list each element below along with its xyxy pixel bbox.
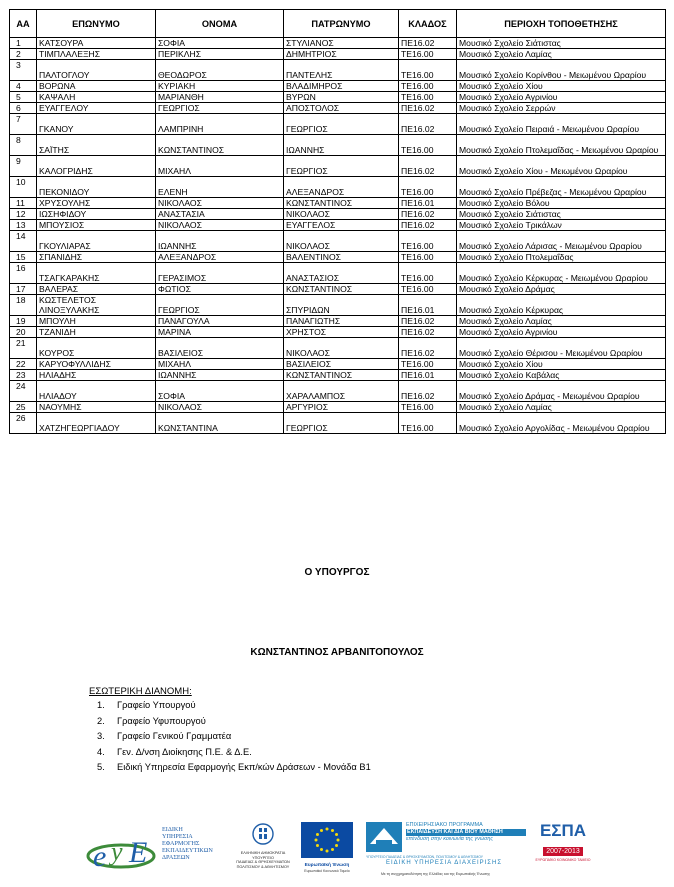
list-item-number: 3. <box>97 731 105 741</box>
table-row <box>10 284 666 295</box>
eu-line: Ευρωπαϊκό Κοινωνικό Ταμείο <box>304 868 350 873</box>
branch-cell: ΤΕ16.00 <box>399 81 457 92</box>
col-header-father: ΠΑΤΡΩΝΥΜΟ <box>284 10 399 38</box>
row-number: 1 <box>10 38 37 49</box>
list-item-number: 1. <box>97 700 105 710</box>
branch-cell: ΠΕ16.01 <box>399 198 457 209</box>
name-cell: ΜΑΡΙΝΑ <box>156 327 284 338</box>
surname-cell: ΓΚΑΝΟΥ <box>37 114 156 135</box>
branch-cell: ΤΕ16.00 <box>399 92 457 103</box>
greek-emblem-icon <box>251 822 275 846</box>
espa-fund: ΕΥΡΩΠΑΪΚΟ ΚΟΙΝΩΝΙΚΟ ΤΑΜΕΙΟ <box>535 858 591 862</box>
surname-cell: ΒΑΛΕΡΑΣ <box>37 284 156 295</box>
father-name-cell: ΝΙΚΟΛΑΟΣ <box>284 338 399 359</box>
region-cell: Μουσικό Σχολείο Δράμας - Μειωμένου Ωραρίου <box>457 381 666 402</box>
surname-cell: ΚΑΨΑΛΗ <box>37 92 156 103</box>
list-item <box>97 745 371 761</box>
surname-cell: ΧΑΤΖΗΓΕΩΡΓΙΑΔΟΥ <box>37 413 156 434</box>
table-row <box>10 263 666 284</box>
list-item-text: Γραφείο Υπουργού <box>117 700 196 710</box>
row-number: 22 <box>10 359 37 370</box>
branch-cell: ΤΕ16.00 <box>399 135 457 156</box>
father-name-cell: ΝΙΚΟΛΑΟΣ <box>284 209 399 220</box>
program-logo <box>366 822 526 872</box>
table-row <box>10 198 666 209</box>
program-line: ΕΙΔΙΚΗ ΥΠΗΡΕΣΙΑ ΔΙΑΧΕΙΡΙΣΗΣ <box>386 860 503 866</box>
program-line: ΕΠΙΧΕΙΡΗΣΙΑΚΟ ΠΡΟΓΡΑΜΜΑ <box>406 822 483 828</box>
row-number: 20 <box>10 327 37 338</box>
surname-cell: ΚΟΥΡΟΣ <box>37 338 156 359</box>
region-cell: Μουσικό Σχολείο Κορίνθου - Μειωμένου Ωραρίου <box>457 60 666 81</box>
name-cell: ΑΝΑΣΤΑΣΙΑ <box>156 209 284 220</box>
region-cell: Μουσικό Σχολείο Λαμίας <box>457 49 666 60</box>
name-cell: ΘΕΟΔΩΡΟΣ <box>156 60 284 81</box>
branch-cell: ΠΕ16.01 <box>399 295 457 316</box>
row-number: 8 <box>10 135 37 156</box>
father-name-cell: ΠΑΝΑΓΙΩΤΗΣ <box>284 316 399 327</box>
name-cell: ΕΛΕΝΗ <box>156 177 284 198</box>
region-cell: Μουσικό Σχολείο Πειραιά - Μειωμένου Ωραρίου <box>457 114 666 135</box>
region-cell: Μουσικό Σχολείο Λαμίας <box>457 402 666 413</box>
list-item-text: Γραφείο Υφυπουργού <box>117 715 206 726</box>
branch-cell: ΠΕ16.02 <box>399 220 457 231</box>
name-cell: ΙΩΑΝΝΗΣ <box>156 231 284 252</box>
region-cell: Μουσικό Σχολείο Θέρισου - Μειωμένου Ωραρίου <box>457 338 666 359</box>
table-row <box>10 49 666 60</box>
eu-flag-icon <box>301 822 353 858</box>
eye-logo-mark <box>85 826 165 876</box>
row-number: 17 <box>10 284 37 295</box>
branch-cell: ΤΕ16.00 <box>399 252 457 263</box>
row-number: 15 <box>10 252 37 263</box>
espa-title: ΕΣΠΑ <box>539 821 587 840</box>
surname-cell: ΣΑΪΤΗΣ <box>37 135 156 156</box>
region-cell: Μουσικό Σχολείο Πτολεμαΐδας <box>457 252 666 263</box>
region-cell: Μουσικό Σχολείο Σιάτιστας <box>457 38 666 49</box>
branch-cell: ΤΕ16.00 <box>399 231 457 252</box>
branch-cell: ΠΕ16.02 <box>399 209 457 220</box>
surname-cell: ΤΣΑΓΚΑΡΑΚΗΣ <box>37 263 156 284</box>
surname-cell: ΤΙΜΠΛΑΛΕΞΗΣ <box>37 49 156 60</box>
branch-cell: ΤΕ16.00 <box>399 284 457 295</box>
name-cell: ΚΩΝΣΤΑΝΤΙΝΟΣ <box>156 135 284 156</box>
name-cell: ΙΩΑΝΝΗΣ <box>156 370 284 381</box>
eu-star-icon <box>331 829 334 832</box>
region-cell: Μουσικό Σχολείο Σιάτιστας <box>457 209 666 220</box>
region-cell: Μουσικό Σχολείο Λάρισας - Μειωμένου Ωραρίου <box>457 231 666 252</box>
father-name-cell: ΧΑΡΑΛΑΜΠΟΣ <box>284 381 399 402</box>
father-name-cell: ΒΛΑΔΙΜΗΡΟΣ <box>284 81 399 92</box>
region-cell: Μουσικό Σχολείο Πτολεμαΐδας - Μειωμένου Ωραρίου <box>457 135 666 156</box>
name-cell: ΚΥΡΙΑΚΗ <box>156 81 284 92</box>
name-cell: ΝΙΚΟΛΑΟΣ <box>156 220 284 231</box>
name-cell: ΦΩΤΙΟΣ <box>156 284 284 295</box>
father-name-cell: ΚΩΝΣΤΑΝΤΙΝΟΣ <box>284 284 399 295</box>
region-cell: Μουσικό Σχολείο Καβάλας <box>457 370 666 381</box>
name-cell: ΣΟΦΙΑ <box>156 38 284 49</box>
signature-name: ΚΩΝΣΤΑΝΤΙΝΟΣ ΑΡΒΑΝΙΤΟΠΟΥΛΟΣ <box>250 647 424 658</box>
branch-cell: ΤΕ16.00 <box>399 177 457 198</box>
branch-cell: ΠΕ16.02 <box>399 381 457 402</box>
region-cell: Μουσικό Σχολείο Αγρινίου <box>457 327 666 338</box>
ministry-line: ΠΟΛΙΤΙΣΜΟΥ & ΑΘΛΗΤΙΣΜΟΥ <box>236 864 290 869</box>
eu-star-icon <box>335 844 338 847</box>
surname-cell: ΚΑΛΟΓΡΙΔΗΣ <box>37 156 156 177</box>
distribution-list <box>97 698 371 776</box>
name-cell: ΠΑΝΑΓΟΥΛΑ <box>156 316 284 327</box>
eye-logo <box>85 826 220 876</box>
eu-logo <box>299 822 355 880</box>
row-number: 16 <box>10 263 37 284</box>
branch-cell: ΤΕ16.00 <box>399 402 457 413</box>
table-row <box>10 38 666 49</box>
row-number: 4 <box>10 81 37 92</box>
row-number: 7 <box>10 114 37 135</box>
surname-cell: ΚΩΣΤΕΛΕΤΟΣ ΛΙΝΟΞΥΛΑΚΗΣ <box>37 295 156 316</box>
surname-cell: ΜΠΟΥΛΗ <box>37 316 156 327</box>
row-number: 21 <box>10 338 37 359</box>
row-number: 24 <box>10 381 37 402</box>
ministry-line: ΥΠΟΥΡΓΕΙΟ <box>252 855 274 860</box>
surname-cell: ΙΩΣΗΦΙΔΟΥ <box>37 209 156 220</box>
father-name-cell: ΣΤΥΛΙΑΝΟΣ <box>284 38 399 49</box>
eu-star-icon <box>337 839 340 842</box>
row-number: 25 <box>10 402 37 413</box>
father-name-cell: ΠΑΝΤΕΛΗΣ <box>284 60 399 81</box>
father-name-cell: ΓΕΩΡΓΙΟΣ <box>284 114 399 135</box>
table-row <box>10 135 666 156</box>
table-row <box>10 103 666 114</box>
father-name-cell: ΧΡΗΣΤΟΣ <box>284 327 399 338</box>
table-row <box>10 209 666 220</box>
surname-cell: ΤΖΑΝΙΔΗ <box>37 327 156 338</box>
branch-cell: ΠΕ16.02 <box>399 316 457 327</box>
ministry-line: ΠΑΙΔΕΙΑΣ & ΘΡΗΣΚΕΥΜΑΤΩΝ <box>236 860 290 865</box>
father-name-cell: ΓΕΩΡΓΙΟΣ <box>284 413 399 434</box>
list-item-number: 2. <box>97 715 105 726</box>
col-header-name: ΟΝΟΜΑ <box>156 10 284 38</box>
branch-cell: ΠΕ16.02 <box>399 156 457 177</box>
branch-cell: ΤΕ16.00 <box>399 49 457 60</box>
list-item-number: 5. <box>97 762 105 772</box>
surname-cell: ΣΠΑΝΙΔΗΣ <box>37 252 156 263</box>
svg-text:E: E <box>129 836 148 869</box>
eu-star-icon <box>315 839 318 842</box>
father-name-cell: ΓΕΩΡΓΙΟΣ <box>284 156 399 177</box>
table-header-row <box>10 10 666 38</box>
signature-title: Ο ΥΠΟΥΡΓΟΣ <box>304 567 370 578</box>
name-cell: ΓΕΡΑΣΙΜΟΣ <box>156 263 284 284</box>
row-number: 3 <box>10 60 37 81</box>
eu-star-icon <box>331 848 334 851</box>
name-cell: ΛΑΜΠΡΙΝΗ <box>156 114 284 135</box>
ministry-line: ΕΛΛΗΝΙΚΗ ΔΗΜΟΚΡΑΤΙΑ <box>240 851 286 855</box>
name-cell: ΚΩΝΣΤΑΝΤΙΝΑ <box>156 413 284 434</box>
name-cell: ΑΛΕΞΑΝΔΡΟΣ <box>156 252 284 263</box>
col-header-region: ΠΕΡΙΟΧΗ ΤΟΠΟΘΕΤΗΣΗΣ <box>457 10 666 38</box>
father-name-cell: ΑΡΓΥΡΙΟΣ <box>284 402 399 413</box>
table-row <box>10 402 666 413</box>
table-row <box>10 60 666 81</box>
row-number: 2 <box>10 49 37 60</box>
placement-table <box>9 9 666 434</box>
branch-cell: ΠΕ16.02 <box>399 38 457 49</box>
surname-cell: ΠΑΛΤΟΓΛΟΥ <box>37 60 156 81</box>
row-number: 10 <box>10 177 37 198</box>
father-name-cell: ΑΝΑΣΤΑΣΙΟΣ <box>284 263 399 284</box>
espa-years: 2007-2013 <box>543 847 582 856</box>
region-cell: Μουσικό Σχολείο Αγρινίου <box>457 92 666 103</box>
eye-line: ΔΡΑΣΕΩΝ <box>162 854 190 861</box>
region-cell: Μουσικό Σχολείο Χίου - Μειωμένου Ωραρίου <box>457 156 666 177</box>
eu-star-icon <box>326 828 329 831</box>
table-row <box>10 381 666 402</box>
name-cell: ΜΑΡΙΑΝΘΗ <box>156 92 284 103</box>
row-number: 9 <box>10 156 37 177</box>
program-mark-icon <box>366 822 402 852</box>
father-name-cell: ΚΩΝΣΤΑΝΤΙΝΟΣ <box>284 370 399 381</box>
row-number: 5 <box>10 92 37 103</box>
father-name-cell: ΙΩΑΝΝΗΣ <box>284 135 399 156</box>
row-number: 6 <box>10 103 37 114</box>
father-name-cell: ΒΑΣΙΛΕΙΟΣ <box>284 359 399 370</box>
col-header-surname: ΕΠΩΝΥΜΟ <box>37 10 156 38</box>
table-row <box>10 295 666 316</box>
table-row <box>10 327 666 338</box>
eu-star-icon <box>316 844 319 847</box>
father-name-cell: ΑΛΕΞΑΝΔΡΟΣ <box>284 177 399 198</box>
eu-star-icon <box>316 833 319 836</box>
branch-cell: ΤΕ16.00 <box>399 263 457 284</box>
program-line: επένδυση στην κοινωνία της γνώσης <box>406 836 493 842</box>
region-cell: Μουσικό Σχολείο Σερρών <box>457 103 666 114</box>
region-cell: Μουσικό Σχολείο Τρικάλων <box>457 220 666 231</box>
row-number: 19 <box>10 316 37 327</box>
branch-cell: ΤΕ16.00 <box>399 413 457 434</box>
table-row <box>10 252 666 263</box>
table-row <box>10 413 666 434</box>
name-cell: ΜΙΧΑΗΛ <box>156 156 284 177</box>
branch-cell: ΠΕ16.02 <box>399 338 457 359</box>
name-cell: ΠΕΡΙΚΛΗΣ <box>156 49 284 60</box>
logo-strip <box>85 820 595 880</box>
branch-cell: ΤΕ16.00 <box>399 60 457 81</box>
name-cell: ΜΙΧΑΗΛ <box>156 359 284 370</box>
table-row <box>10 231 666 252</box>
list-item-number: 4. <box>97 746 105 757</box>
branch-cell: ΤΕ16.00 <box>399 359 457 370</box>
table-row <box>10 338 666 359</box>
list-item <box>97 729 371 745</box>
eye-line: ΕΙΔΙΚΗ <box>162 826 183 833</box>
row-number: 23 <box>10 370 37 381</box>
surname-cell: ΗΛΙΑΔΟΥ <box>37 381 156 402</box>
list-item-text: Γραφείο Γενικού Γραμματέα <box>117 731 232 741</box>
region-cell: Μουσικό Σχολείο Χίου <box>457 359 666 370</box>
father-name-cell: ΒΑΛΕΝΤΙΝΟΣ <box>284 252 399 263</box>
surname-cell: ΧΡΥΣΟΥΛΗΣ <box>37 198 156 209</box>
list-item <box>97 760 371 776</box>
col-header-branch: ΚΛΑΔΟΣ <box>399 10 457 38</box>
distribution-title: ΕΣΩΤΕΡΙΚΗ ΔΙΑΝΟΜΗ: <box>89 686 192 697</box>
surname-cell: ΜΠΟΥΣΙΟΣ <box>37 220 156 231</box>
region-cell: Μουσικό Σχολείο Χίου <box>457 81 666 92</box>
surname-cell: ΕΥΑΓΓΕΛΟΥ <box>37 103 156 114</box>
program-line: ΕΚΠΑΙΔΕΥΣΗ ΚΑΙ ΔΙΑ ΒΙΟΥ ΜΑΘΗΣΗ <box>406 829 526 836</box>
eu-star-icon <box>320 829 323 832</box>
region-cell: Μουσικό Σχολείο Κέρκυρας - Μειωμένου Ωραρίου <box>457 263 666 284</box>
branch-cell: ΠΕ16.02 <box>399 103 457 114</box>
region-cell: Μουσικό Σχολείο Δράμας <box>457 284 666 295</box>
father-name-cell: ΝΙΚΟΛΑΟΣ <box>284 231 399 252</box>
father-name-cell: ΑΠΟΣΤΟΛΟΣ <box>284 103 399 114</box>
surname-cell: ΓΚΟΥΛΙΑΡΑΣ <box>37 231 156 252</box>
father-name-cell: ΚΩΝΣΤΑΝΤΙΝΟΣ <box>284 198 399 209</box>
row-number: 26 <box>10 413 37 434</box>
branch-cell: ΠΕ16.01 <box>399 370 457 381</box>
surname-cell: ΝΑΟΥΜΗΣ <box>37 402 156 413</box>
region-cell: Μουσικό Σχολείο Κέρκυρας <box>457 295 666 316</box>
table-row <box>10 359 666 370</box>
name-cell: ΒΑΣΙΛΕΙΟΣ <box>156 338 284 359</box>
surname-cell: ΚΑΡΥΟΦΥΛΛΙΔΗΣ <box>37 359 156 370</box>
list-item-text: Ειδική Υπηρεσία Εφαρμογής Εκπ/κών Δράσεων - Μονάδα Β1 <box>117 762 371 772</box>
branch-cell: ΠΕ16.02 <box>399 327 457 338</box>
cofinance-note: Με τη συγχρηματοδότηση της Ελλάδας και της Ευρωπαϊκής Ένωσης <box>381 872 491 876</box>
region-cell: Μουσικό Σχολείο Λαμίας <box>457 316 666 327</box>
eu-star-icon <box>326 850 329 853</box>
list-item-text: Γεν. Δ/νση Διοίκησης Π.Ε. & Δ.Ε. <box>117 746 252 757</box>
eu-star-icon <box>335 833 338 836</box>
surname-cell: ΠΕΚΟΝΙΔΟΥ <box>37 177 156 198</box>
espa-logo <box>531 822 595 868</box>
region-cell: Μουσικό Σχολείο Πρέβεζας - Μειωμένου Ωραρίου <box>457 177 666 198</box>
table-row <box>10 220 666 231</box>
name-cell: ΓΕΩΡΓΙΟΣ <box>156 295 284 316</box>
father-name-cell: ΣΠΥΡΙΔΩΝ <box>284 295 399 316</box>
svg-text:e: e <box>93 840 107 873</box>
program-line: ΥΠΟΥΡΓΕΙΟ ΠΑΙΔΕΙΑΣ & ΘΡΗΣΚΕΥΜΑΤΩΝ, ΠΟΛΙΤΙΣΜΟΥ & ΑΘΛΗΤΙΣΜΟΥ <box>366 855 484 859</box>
region-cell: Μουσικό Σχολείο Βόλου <box>457 198 666 209</box>
col-header-aa: ΑΑ <box>10 10 37 38</box>
row-number: 13 <box>10 220 37 231</box>
table-row <box>10 177 666 198</box>
table-row <box>10 114 666 135</box>
table-row <box>10 92 666 103</box>
eye-line: ΕΚΠΑΙΔΕΥΤΙΚΩΝ <box>162 847 213 854</box>
list-item <box>97 714 371 730</box>
father-name-cell: ΔΗΜΗΤΡΙΟΣ <box>284 49 399 60</box>
name-cell: ΣΟΦΙΑ <box>156 381 284 402</box>
region-cell: Μουσικό Σχολείο Αργολίδας - Μειωμένου Ωραρίου <box>457 413 666 434</box>
name-cell: ΓΕΩΡΓΙΟΣ <box>156 103 284 114</box>
surname-cell: ΚΑΤΣΟΥΡΑ <box>37 38 156 49</box>
name-cell: ΝΙΚΟΛΑΟΣ <box>156 402 284 413</box>
father-name-cell: ΕΥΑΓΓΕΛΟΣ <box>284 220 399 231</box>
table-row <box>10 370 666 381</box>
row-number: 18 <box>10 295 37 316</box>
name-cell: ΝΙΚΟΛΑΟΣ <box>156 198 284 209</box>
table-row <box>10 316 666 327</box>
list-item <box>97 698 371 714</box>
row-number: 11 <box>10 198 37 209</box>
table-row <box>10 156 666 177</box>
surname-cell: ΒΟΡΩΝΑ <box>37 81 156 92</box>
svg-text:y: y <box>111 837 123 866</box>
eye-line: ΕΦΑΡΜΟΓΗΣ <box>162 840 200 847</box>
eu-line: Ευρωπαϊκή Ένωση <box>304 863 350 868</box>
row-number: 14 <box>10 231 37 252</box>
table-row <box>10 81 666 92</box>
eu-star-icon <box>320 848 323 851</box>
branch-cell: ΠΕ16.02 <box>399 114 457 135</box>
row-number: 12 <box>10 209 37 220</box>
eye-line: ΥΠΗΡΕΣΙΑ <box>162 833 193 840</box>
ministry-logo <box>230 822 296 880</box>
surname-cell: ΗΛΙΑΔΗΣ <box>37 370 156 381</box>
father-name-cell: ΒΥΡΩΝ <box>284 92 399 103</box>
